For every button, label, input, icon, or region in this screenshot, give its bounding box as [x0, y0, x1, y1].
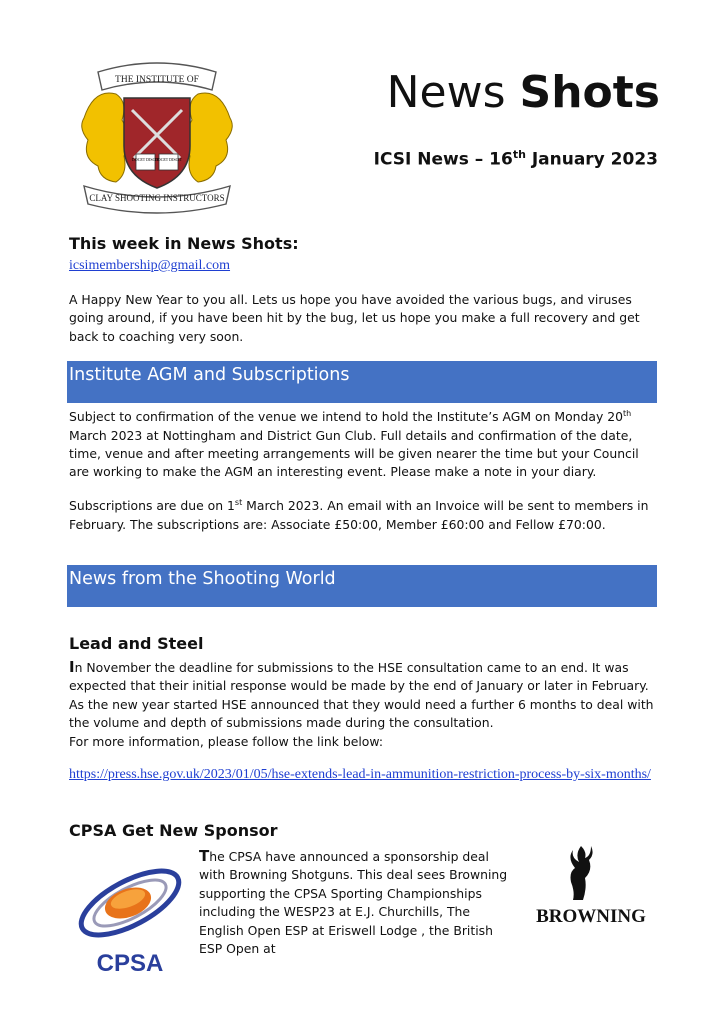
intro-paragraph: A Happy New Year to you all. Lets us hope you have avoided the various bugs, and viruses going around, if you have been hit by the bug, let us hope you make a full recovery and get back to coaching very soon.: [69, 292, 640, 344]
section-heading-this-week: This week in News Shots:: [69, 234, 299, 253]
agm-section-title: Institute AGM and Subscriptions: [69, 365, 350, 385]
lead-steel-heading: Lead and Steel: [69, 634, 204, 653]
cpsa-logo-text: CPSA: [96, 950, 164, 977]
browning-text: BROWNING: [536, 906, 646, 927]
masthead-regular: News: [386, 67, 506, 118]
masthead-bold: Shots: [519, 67, 660, 118]
email-link[interactable]: icsimembership@gmail.com: [69, 258, 231, 273]
masthead-title: [330, 60, 660, 126]
logo-bottom-text: CLAY SHOOTING INSTRUCTORS: [89, 193, 225, 203]
logo-book-right: DOCET DISCIT: [154, 157, 183, 162]
world-section-band: [67, 565, 657, 607]
cpsa-dropcap: T: [199, 847, 210, 865]
agm-section-band: [67, 361, 657, 403]
agm-paragraph-1: Subject to confirmation of the venue we intend to hold the Institute’s AGM on Monday 20th March 2023 at Nottingham and District Gun Club. Full details and confirmation of the date, time, venue and after meeting arrangements will be given nearer the time but your Council are working to make the AGM an interesting event. Please make a note in your diary.: [69, 409, 639, 480]
lead-dropcap: I: [69, 658, 75, 676]
cpsa-paragraph: The CPSA have announced a sponsorship deal with Browning Shotguns. This deal sees Browning supporting the CPSA Sporting Championships including the WESP23 at E.J. Churchills, The English Open ESP at Eriswell Lodge , the British ESP Open at: [199, 847, 508, 957]
lead-more-text: For more information, please follow the link below:: [69, 733, 384, 749]
browning-logo: [525, 842, 657, 932]
cpsa-heading: CPSA Get New Sponsor: [69, 821, 278, 840]
logo-top-text: THE INSTITUTE OF: [115, 75, 199, 85]
world-section-title: News from the Shooting World: [69, 569, 336, 589]
agm-paragraph-2: Subscriptions are due on 1st March 2023. An email with an Invoice will be sent to members in February. The subscriptions are: Associate £50:00, Member £60:00 and Fellow £70:00.: [69, 498, 649, 532]
lead-steel-paragraph: In November the deadline for submissions to the HSE consultation came to an end. It was expected that their initial response would be made by the end of January or later in February. As the new year started HSE announced that they would need a further 6 months to deal with the volume and depth of submissions made during the consultation. For more information, please follow the link below:: [69, 658, 654, 749]
issue-line: ICSI News – 16th January 2023: [373, 148, 658, 170]
cpsa-logo: [70, 845, 190, 977]
icsi-logo: [76, 58, 238, 216]
logo-book-left: DOCET DISCIT: [131, 157, 160, 162]
hse-link[interactable]: https://press.hse.gov.uk/2023/01/05/hse-extends-lead-in-ammunition-restriction-process-by-six-months/: [69, 767, 651, 782]
